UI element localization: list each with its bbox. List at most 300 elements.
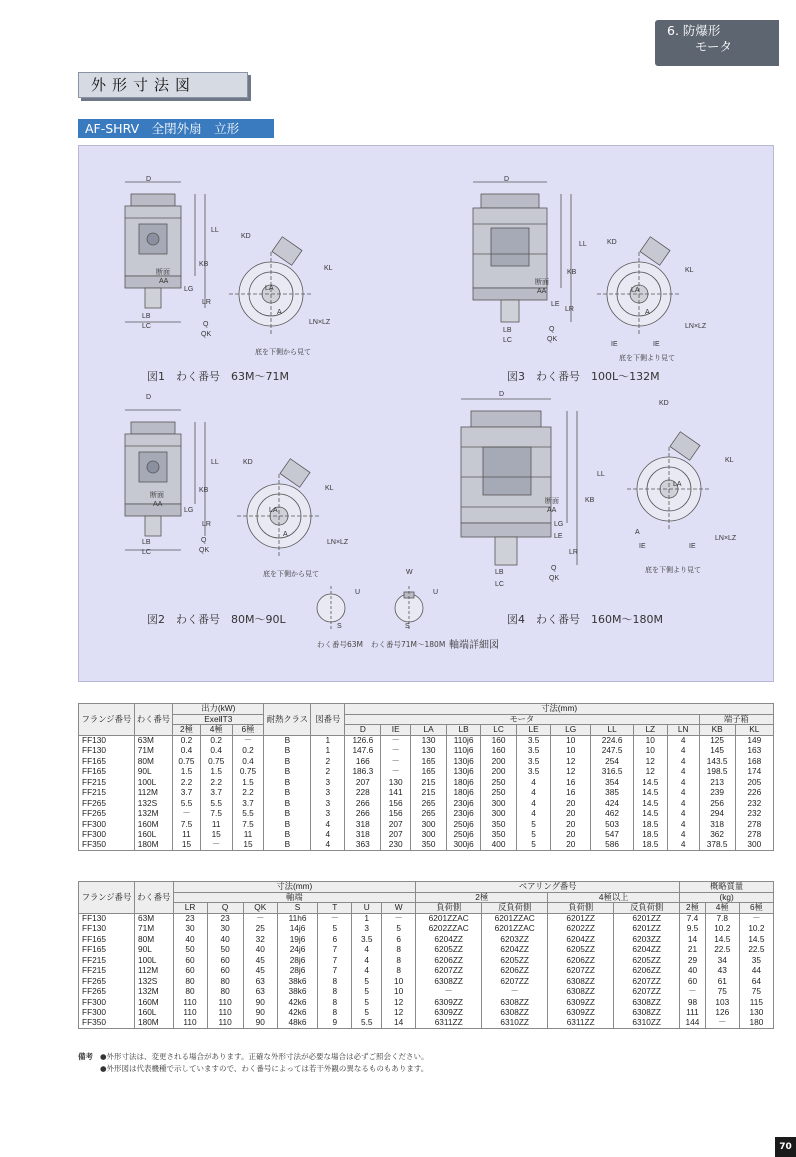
table-cell: FF165 [79, 934, 135, 945]
table-cell: 4 [667, 756, 699, 767]
table-cell: B [264, 830, 311, 841]
table-cell: 100L [134, 955, 173, 966]
t1-col: LN [667, 725, 699, 736]
table-cell: 6310ZZ [482, 1018, 548, 1029]
table-cell: 230j6 [447, 809, 481, 820]
table-cell: FF350 [79, 840, 135, 851]
label-IE3a: IE [611, 341, 618, 348]
table-row [79, 840, 774, 851]
table-cell: 6201ZZAC [482, 924, 548, 935]
table-cell: 4 [667, 840, 699, 851]
table-cell: 11 [232, 830, 264, 841]
table-cell: － [680, 987, 706, 998]
table-cell: 10 [382, 976, 416, 987]
table-row [79, 819, 774, 830]
table-cell: 180M [134, 840, 172, 851]
label-LL4: LL [597, 471, 605, 478]
table-cell: 63M [134, 735, 172, 746]
t2-head-2pole: 2極 [416, 892, 548, 903]
table-cell: 5.5 [200, 798, 232, 809]
shaft-right-label: わく番号71M～180M [371, 640, 446, 649]
table-cell: 586 [591, 840, 633, 851]
table-cell: 50 [173, 945, 207, 956]
table-cell: 230j6 [447, 798, 481, 809]
figure-2-side-view [237, 459, 321, 558]
table-cell: 7 [318, 945, 352, 956]
table-cell: 0.75 [173, 756, 201, 767]
label-LG2: LG [184, 507, 194, 514]
table-cell: 7.5 [173, 819, 201, 830]
table-cell: 10.2 [739, 924, 773, 935]
table-cell: 4 [667, 746, 699, 757]
table-cell: 111 [680, 1008, 706, 1019]
table-cell: 250 [481, 777, 517, 788]
table-cell: 144 [680, 1018, 706, 1029]
t2-head-4pole-up: 4極以上 [548, 892, 680, 903]
section-tab [655, 20, 779, 66]
t2-col-load: 負荷側 [416, 903, 482, 914]
section-tab-line2: モータ [695, 39, 733, 55]
table-cell: B [264, 788, 311, 799]
table-cell: 90 [243, 997, 277, 1008]
t2-col-antiload: 反負荷側 [482, 903, 548, 914]
table-cell: 32 [243, 934, 277, 945]
table-cell: － [173, 809, 201, 820]
table-cell: 6204ZZ [482, 945, 548, 956]
t1-head-pole: 6極 [232, 725, 264, 736]
label-LL2: LL [211, 459, 219, 466]
page-heading: 外形寸法図 [78, 72, 248, 98]
label-Q1: Q [203, 321, 209, 328]
table-cell: 115 [739, 997, 773, 1008]
table-cell: 61 [705, 976, 739, 987]
table-cell: 60 [173, 966, 207, 977]
label-S2: S [405, 623, 410, 630]
table-cell: 12 [633, 756, 667, 767]
table-cell: B [264, 819, 311, 830]
table-cell: FF265 [79, 809, 135, 820]
table-cell: 265 [411, 809, 447, 820]
note-line: ●外形図は代表機種で示していますので、わく番号によっては若干外観の異なるものもあります。 [100, 1064, 429, 1073]
label-section1: 断面 [156, 269, 170, 276]
table-cell: 6311ZZ [416, 1018, 482, 1029]
t2-col-antiload: 反負荷側 [614, 903, 680, 914]
table-cell: － [243, 913, 277, 924]
table-cell: 9 [318, 1018, 352, 1029]
table-cell: 14.5 [633, 809, 667, 820]
t1-col: LA [411, 725, 447, 736]
table-cell: 5 [352, 976, 382, 987]
label-LB2: LB [142, 539, 151, 546]
label-A4: A [635, 529, 640, 536]
table-cell: 6205ZZ [548, 945, 614, 956]
table-cell: 1.5 [200, 767, 232, 778]
table-cell: 42k6 [277, 997, 317, 1008]
label-KB2: KB [199, 487, 209, 494]
label-U1: U [355, 589, 361, 596]
table-cell: 25 [243, 924, 277, 935]
label-IE4b: IE [689, 543, 696, 550]
table-cell: 0.75 [200, 756, 232, 767]
table-cell: FF215 [79, 955, 135, 966]
table-cell: 80 [173, 987, 207, 998]
table-cell: 44 [739, 966, 773, 977]
table-cell: 132M [134, 809, 172, 820]
label-LA4: LA [673, 481, 682, 488]
table-cell: － [416, 987, 482, 998]
table-cell: 7.5 [232, 819, 264, 830]
table-cell: 132S [134, 976, 173, 987]
label-LL3: LL [579, 241, 587, 248]
table-cell: 156 [381, 798, 411, 809]
table-cell: 6205ZZ [614, 955, 680, 966]
table-cell: 4 [667, 767, 699, 778]
table-cell: 14.5 [633, 798, 667, 809]
table-cell: 6203ZZ [614, 934, 680, 945]
table-row [79, 945, 774, 956]
table-cell: 266 [345, 798, 381, 809]
label-LA3: LA [631, 287, 640, 294]
table-cell: 7 [318, 955, 352, 966]
table-cell: 318 [345, 830, 381, 841]
t2-head-flange: フランジ番号 [79, 882, 135, 914]
table-cell: 180M [134, 1018, 173, 1029]
table-cell: 6309ZZ [416, 1008, 482, 1019]
table-cell: B [264, 798, 311, 809]
table-cell: 294 [699, 809, 735, 820]
table-cell: 0.2 [200, 735, 232, 746]
table-cell: 160M [134, 997, 173, 1008]
label-KL2: KL [325, 485, 334, 492]
table-cell: 3.7 [200, 788, 232, 799]
table-cell: 40 [173, 934, 207, 945]
table-cell: 1 [311, 746, 345, 757]
label-AA3: AA [537, 288, 547, 295]
table-cell: 12 [551, 756, 591, 767]
table-cell: 300 [411, 819, 447, 830]
table-cell: 6201ZZ [614, 913, 680, 924]
t1-col: LZ [633, 725, 667, 736]
table-cell: 250 [481, 788, 517, 799]
t1-col: LE [517, 725, 551, 736]
table-row [79, 746, 774, 757]
label-D4: D [499, 391, 505, 398]
table-row [79, 913, 774, 924]
table-cell: 3.5 [517, 735, 551, 746]
table-cell: 4 [667, 809, 699, 820]
dimension-drawings [79, 146, 775, 683]
table-cell: 8 [318, 987, 352, 998]
table-cell: － [381, 746, 411, 757]
table-cell: 4 [352, 955, 382, 966]
table-cell: FF265 [79, 976, 135, 987]
table-cell: 4 [311, 819, 345, 830]
label-LE4: LE [554, 533, 563, 540]
label-LG1: LG [184, 286, 194, 293]
table-cell: 4 [667, 735, 699, 746]
t1-head-dims: 寸法(mm) [345, 704, 774, 715]
table-row [79, 955, 774, 966]
label-section2: 断面 [150, 492, 164, 499]
table-cell: 14.5 [633, 788, 667, 799]
table-cell: 180j6 [447, 777, 481, 788]
label-LNxLZ1: LN×LZ [309, 319, 331, 326]
table-cell: 3 [311, 809, 345, 820]
table-cell: 207 [345, 777, 381, 788]
label-LR3: LR [565, 306, 574, 313]
table-row [79, 966, 774, 977]
table-cell: 43 [705, 966, 739, 977]
table-cell: 4 [352, 966, 382, 977]
table-cell: 256 [699, 798, 735, 809]
table-cell: 24j6 [277, 945, 317, 956]
label-LB1: LB [142, 313, 151, 320]
table-cell: 80 [173, 976, 207, 987]
label-bottom-view2: 底を下側から見て [263, 571, 319, 578]
table-cell: FF130 [79, 913, 135, 924]
label-QK1: QK [201, 331, 212, 338]
label-KB3: KB [567, 269, 577, 276]
label-LC1: LC [142, 323, 151, 330]
table-cell: 130 [381, 777, 411, 788]
table-cell: 4 [667, 819, 699, 830]
spec-table-shaft-bearing [78, 881, 774, 1029]
table-cell: 4 [517, 809, 551, 820]
table-cell: 200 [481, 767, 517, 778]
table-cell: 11 [173, 830, 201, 841]
table-cell: 42k6 [277, 1008, 317, 1019]
table-cell: 3 [311, 788, 345, 799]
label-KD4: KD [659, 400, 669, 407]
table-cell: 232 [735, 798, 773, 809]
t2-col-wpole: 6極 [739, 903, 773, 914]
table-cell: 232 [735, 809, 773, 820]
table-cell: 141 [381, 788, 411, 799]
table-cell: 45 [243, 955, 277, 966]
table-row [79, 798, 774, 809]
table-cell: 18.5 [633, 840, 667, 851]
table-cell: 165 [411, 756, 447, 767]
label-bottom-view3: 底を下側より見て [619, 355, 675, 362]
table-cell: 300 [481, 809, 517, 820]
table-cell: 300 [481, 798, 517, 809]
table-cell: 22.5 [739, 945, 773, 956]
table-cell: 90L [134, 767, 172, 778]
table-cell: 5 [517, 830, 551, 841]
table-cell: 60 [680, 976, 706, 987]
notes [78, 1051, 428, 1075]
label-A1: A [277, 309, 282, 316]
table-cell: FF350 [79, 1018, 135, 1029]
table-cell: FF300 [79, 830, 135, 841]
table-cell: 14 [382, 1018, 416, 1029]
table-cell: 350 [481, 819, 517, 830]
table-cell: － [318, 913, 352, 924]
table-cell: 8 [382, 966, 416, 977]
table-cell: 5.5 [352, 1018, 382, 1029]
label-Q2: Q [201, 537, 207, 544]
table-cell: 28j6 [277, 955, 317, 966]
table-cell: 200 [481, 756, 517, 767]
table-cell: 14j6 [277, 924, 317, 935]
label-KL4: KL [725, 457, 734, 464]
table-cell: 6205ZZ [416, 945, 482, 956]
table-cell: 318 [699, 819, 735, 830]
label-LC4: LC [495, 581, 504, 588]
table-cell: 110j6 [447, 735, 481, 746]
table-cell: 10 [382, 987, 416, 998]
table-cell: 6206ZZ [548, 955, 614, 966]
table-cell: 64 [739, 976, 773, 987]
table-cell: 7.8 [705, 913, 739, 924]
figure-1-caption: 図1 わく番号 63M～71M [147, 370, 289, 383]
table-cell: 8 [318, 997, 352, 1008]
table-cell: 143.5 [699, 756, 735, 767]
table-cell: B [264, 756, 311, 767]
table-cell: 20 [551, 809, 591, 820]
label-LR2: LR [202, 521, 211, 528]
t2-col-wpole: 2極 [680, 903, 706, 914]
table-cell: 35 [739, 955, 773, 966]
table-cell: B [264, 777, 311, 788]
table-cell: 12 [382, 1008, 416, 1019]
table-cell: 205 [735, 777, 773, 788]
table-cell: 6207ZZ [416, 966, 482, 977]
table-cell: － [381, 735, 411, 746]
t1-head-terminal: 端子箱 [699, 714, 773, 725]
label-bottom-view4: 底を下側より見て [645, 567, 701, 574]
table-cell: 1.5 [173, 767, 201, 778]
table-cell: 103 [705, 997, 739, 1008]
table-cell: 112M [134, 788, 172, 799]
table-cell: 4 [667, 798, 699, 809]
table-cell: 80M [134, 934, 173, 945]
table-row [79, 788, 774, 799]
table-cell: 3.5 [517, 767, 551, 778]
table-cell: FF265 [79, 987, 135, 998]
table-cell: 6201ZZ [614, 924, 680, 935]
table-cell: 126.6 [345, 735, 381, 746]
table-cell: FF165 [79, 945, 135, 956]
table-cell: 207 [381, 819, 411, 830]
table-cell: 16 [551, 777, 591, 788]
table-cell: 63M [134, 913, 173, 924]
table-row [79, 735, 774, 746]
table-cell: 23 [173, 913, 207, 924]
table-cell: 4 [517, 777, 551, 788]
label-QK3: QK [547, 336, 558, 343]
t1-head-heat: 耐熱クラス [264, 704, 311, 736]
t1-col: LC [481, 725, 517, 736]
table-cell: 350 [481, 830, 517, 841]
table-cell: 60 [207, 966, 243, 977]
table-row [79, 756, 774, 767]
table-cell: － [381, 756, 411, 767]
table-cell: 48k6 [277, 1018, 317, 1029]
table-cell: 5 [352, 1008, 382, 1019]
table-cell: 6206ZZ [614, 966, 680, 977]
table-cell: FF265 [79, 798, 135, 809]
table-cell: 16 [551, 788, 591, 799]
figure-2-caption: 図2 わく番号 80M～90L [147, 613, 286, 626]
table-cell: 462 [591, 809, 633, 820]
table-cell: 174 [735, 767, 773, 778]
table-cell: 40 [243, 945, 277, 956]
table-cell: 38k6 [277, 987, 317, 998]
t1-head-fig: 図番号 [311, 704, 345, 736]
table-cell: 130 [411, 735, 447, 746]
table-cell: 75 [705, 987, 739, 998]
table-cell: － [482, 987, 548, 998]
table-cell: 226 [735, 788, 773, 799]
table-cell: 18.5 [633, 819, 667, 830]
table-cell: 20 [551, 798, 591, 809]
t1-col: IE [381, 725, 411, 736]
table-cell: 6204ZZ [548, 934, 614, 945]
table-cell: 10 [633, 746, 667, 757]
table-cell: FF165 [79, 756, 135, 767]
label-KL1: KL [324, 265, 333, 272]
label-QK4: QK [549, 575, 560, 582]
table-cell: 4 [667, 830, 699, 841]
t2-col-load: 負荷側 [548, 903, 614, 914]
table-cell: 228 [345, 788, 381, 799]
table-cell: FF130 [79, 735, 135, 746]
table-cell: － [381, 767, 411, 778]
table-cell: 6308ZZ [548, 976, 614, 987]
table-cell: 350 [411, 840, 447, 851]
table-cell: 14.5 [705, 934, 739, 945]
table-cell: 3 [352, 924, 382, 935]
table-cell: B [264, 840, 311, 851]
table-cell: 0.4 [232, 756, 264, 767]
table-cell: 6206ZZ [482, 966, 548, 977]
table-cell: 5.5 [232, 809, 264, 820]
spec-table-motor [78, 703, 774, 851]
label-LNxLZ4: LN×LZ [715, 535, 737, 542]
table-row [79, 924, 774, 935]
table-cell: 547 [591, 830, 633, 841]
table-cell: 300 [411, 830, 447, 841]
table-cell: 6205ZZ [482, 955, 548, 966]
table-cell: 6204ZZ [614, 945, 680, 956]
table-cell: 6202ZZ [548, 924, 614, 935]
table-cell: 2.2 [173, 777, 201, 788]
table-cell: 110j6 [447, 746, 481, 757]
table-cell: 10.2 [705, 924, 739, 935]
figure-3-caption: 図3 わく番号 100L～132M [507, 370, 660, 383]
t2-head-kg: (kg) [680, 892, 774, 903]
table-cell: 7.5 [200, 809, 232, 820]
table-cell: 168 [735, 756, 773, 767]
table-cell: 4 [667, 777, 699, 788]
table-cell: B [264, 767, 311, 778]
table-cell: 503 [591, 819, 633, 830]
label-AA2: AA [153, 501, 163, 508]
table-cell: 23 [207, 913, 243, 924]
label-LB4: LB [495, 569, 504, 576]
table-cell: 6308ZZ [482, 1008, 548, 1019]
label-Q4: Q [551, 565, 557, 572]
table-cell: 5 [517, 840, 551, 851]
table-cell: 110 [173, 997, 207, 1008]
label-D1: D [146, 176, 152, 183]
table-cell: 145 [699, 746, 735, 757]
label-LR4: LR [569, 549, 578, 556]
label-U2: U [433, 589, 439, 596]
table-cell: 163 [735, 746, 773, 757]
t2-col: LR [173, 903, 207, 914]
